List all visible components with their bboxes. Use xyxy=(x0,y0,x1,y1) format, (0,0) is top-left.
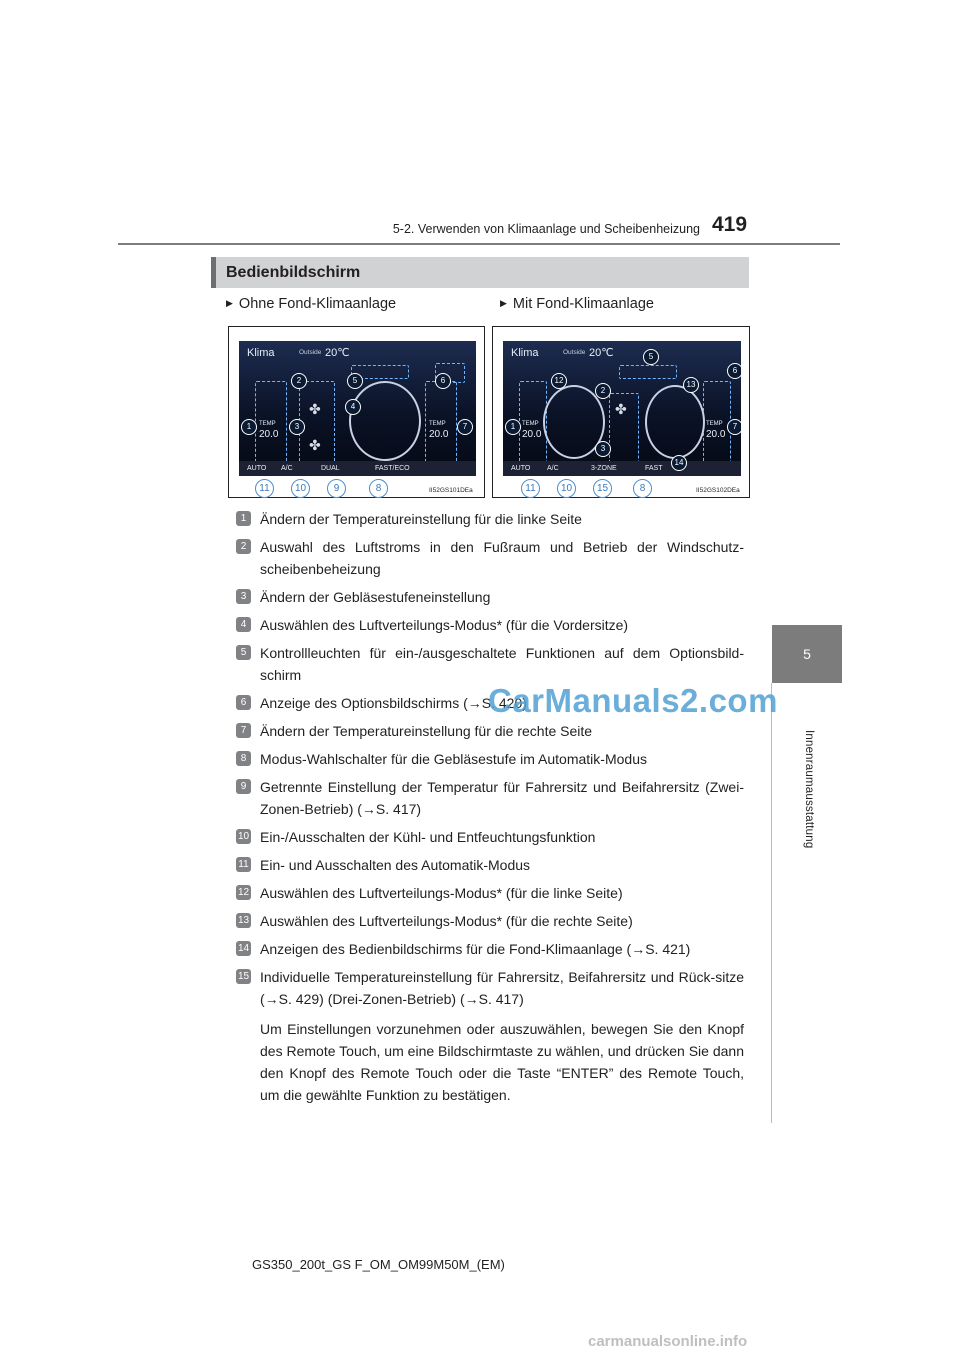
temp-value-right: 20.0 xyxy=(429,429,449,440)
callout-13: 13 xyxy=(683,377,699,393)
outside-temp: 20℃ xyxy=(325,347,350,359)
callout-11: 11 xyxy=(521,479,540,498)
list-item xyxy=(236,720,744,742)
screenshot-without-rear-ac xyxy=(228,326,485,498)
callout-3: 3 xyxy=(595,441,611,457)
image-code: II52GS101DEa xyxy=(429,487,473,494)
callout-8: 8 xyxy=(633,479,652,498)
item-number: 5 xyxy=(236,645,251,660)
callout-4: 4 xyxy=(345,399,361,415)
fast-button[interactable]: FAST xyxy=(645,465,663,472)
triangle-bullet-icon: ▶ xyxy=(500,298,507,308)
list-item xyxy=(236,642,744,686)
image-code: II52GS102DEa xyxy=(696,487,740,494)
callout-14: 14 xyxy=(671,455,687,471)
callout-6: 6 xyxy=(435,373,451,389)
temp-label-right: TEMP xyxy=(429,421,446,427)
list-item xyxy=(236,966,744,1010)
instruction-paragraph: Um Einstellungen vorzunehmen oder auszuwählen, bewegen Sie den Knopf des Remote Touch, um eine Bildschirmtaste zu wählen, und drücken Sie dann den Knopf des Remote Touch oder die Taste “ENTER” des Remote Touch, um die gewählte Funktion zu bestätigen. xyxy=(260,1021,744,1103)
item-text: Ändern der Gebläsestufeneinstellung xyxy=(260,589,491,605)
list-item xyxy=(236,854,744,876)
list-item xyxy=(236,938,744,960)
screenshot-with-rear-ac xyxy=(492,326,750,498)
temp-value-right: 20.0 xyxy=(706,429,726,440)
item-text: Ein- und Ausschalten des Automatik-Modus xyxy=(260,857,531,873)
three-zone-button[interactable]: 3-ZONE xyxy=(591,465,617,472)
callout-1: 1 xyxy=(505,419,521,435)
list-item xyxy=(236,614,744,636)
bottom-button-bar xyxy=(503,461,741,476)
callout-11: 11 xyxy=(255,479,274,498)
outside-label: Outside xyxy=(299,349,322,356)
temp-label-left: TEMP xyxy=(259,421,276,427)
page-number: 419 xyxy=(712,213,748,236)
item-number: 11 xyxy=(236,857,251,872)
callout-12: 12 xyxy=(551,373,567,389)
ac-button[interactable]: A/C xyxy=(281,465,293,472)
list-item xyxy=(236,508,744,530)
item-text: Individuelle Temperatureinstellung für Fahrersitz, Beifahrersitz und Rück-sitze (→S. 429) (Drei-Zonen-Betrieb) (→S. 417) xyxy=(260,969,744,1007)
item-text: Auswählen des Luftverteilungs-Modus* (für die Vordersitze) xyxy=(260,617,629,633)
item-text: Modus-Wahlschalter für die Gebläsestufe im Automatik-Modus xyxy=(260,751,647,767)
item-number: 9 xyxy=(236,779,251,794)
item-text: Ein-/Ausschalten der Kühl- und Entfeuchtungsfunktion xyxy=(260,829,596,845)
fan-small-icon: ✤ xyxy=(309,437,321,453)
list-item xyxy=(236,882,744,904)
callout-3: 3 xyxy=(289,419,305,435)
item-text: Kontrollleuchten für ein-/ausgeschaltete Funktionen auf dem Optionsbild-schirm xyxy=(260,645,744,683)
item-number: 14 xyxy=(237,943,250,954)
fan-icon: ✤ xyxy=(309,401,321,417)
temp-label-right: TEMP xyxy=(706,421,723,427)
callout-2: 2 xyxy=(595,383,611,399)
item-number: 7 xyxy=(236,723,251,738)
watermark: CarManuals2.com xyxy=(488,682,778,719)
fan-icon: ✤ xyxy=(615,401,627,417)
header-rule xyxy=(118,243,840,245)
climate-screen-right xyxy=(503,341,741,476)
item-number: 13 xyxy=(237,915,250,926)
ac-button[interactable]: A/C xyxy=(547,465,559,472)
list-item xyxy=(236,910,744,932)
sub-label-right xyxy=(500,296,654,312)
dual-button[interactable]: DUAL xyxy=(321,465,340,472)
right-seat-airflow-dial[interactable] xyxy=(645,385,705,459)
temp-value-left: 20.0 xyxy=(259,429,279,440)
item-number: 1 xyxy=(236,511,251,526)
chapter-label: Innenraumausstattung xyxy=(803,730,815,849)
item-text: Anzeigen des Bedienbildschirms für die Fond-Klimaanlage (→S. 421) xyxy=(260,941,691,957)
outside-label: Outside xyxy=(563,349,586,356)
item-number: 15 xyxy=(237,971,250,982)
fast-eco-button[interactable]: FAST/ECO xyxy=(375,465,410,472)
item-text: Anzeige des Optionsbildschirms (→S. 420) xyxy=(260,695,527,711)
callout-1: 1 xyxy=(241,419,257,435)
item-text: Ändern der Temperatureinstellung für die rechte Seite xyxy=(260,723,593,739)
item-text: Ändern der Temperatureinstellung für die linke Seite xyxy=(260,511,582,527)
list-item xyxy=(236,748,744,770)
section-header: 5-2. Verwenden von Klimaanlage und Scheibenheizung xyxy=(392,222,700,236)
item-text: Auswahl des Luftstroms in den Fußraum und Betrieb der Windschutz-scheibenbeheizung xyxy=(260,539,744,577)
footer-doc-code: GS350_200t_GS F_OM_OM99M50M_(EM) xyxy=(252,1257,505,1272)
side-divider xyxy=(771,683,772,1123)
item-number: 12 xyxy=(237,887,250,898)
watermark-bottom: carmanualsonline.info xyxy=(588,1333,748,1350)
auto-button[interactable]: AUTO xyxy=(511,465,531,472)
callout-7: 7 xyxy=(727,419,741,435)
item-text: Getrennte Einstellung der Temperatur für Fahrersitz und Beifahrersitz (Zwei-Zonen-Betrieb) (→S. 417) xyxy=(260,779,744,817)
seat-airflow-dial[interactable] xyxy=(349,381,421,461)
callout-7: 7 xyxy=(457,419,473,435)
temp-value-left: 20.0 xyxy=(522,429,542,440)
triangle-bullet-icon: ▶ xyxy=(226,298,233,308)
temp-label-left: TEMP xyxy=(522,421,539,427)
list-item xyxy=(236,826,744,848)
item-number: 2 xyxy=(236,539,251,554)
bottom-button-bar xyxy=(239,461,476,476)
outside-temp: 20℃ xyxy=(589,347,614,359)
item-number: 4 xyxy=(236,617,251,632)
callout-2: 2 xyxy=(291,373,307,389)
item-number: 8 xyxy=(236,751,251,766)
auto-button[interactable]: AUTO xyxy=(247,465,267,472)
item-number: 6 xyxy=(236,695,251,710)
sub-label-right-text: Mit Fond-Klimaanlage xyxy=(512,296,654,312)
callout-10: 10 xyxy=(557,479,576,498)
chapter-tab: 5 xyxy=(772,625,842,683)
item-number: 3 xyxy=(236,589,251,604)
indicator-frame xyxy=(619,365,677,379)
list-item xyxy=(236,536,744,580)
sub-label-left-text: Ohne Fond-Klimaanlage xyxy=(238,296,397,312)
callout-8: 8 xyxy=(369,479,388,498)
list-item xyxy=(236,586,744,608)
screen-title: Klima xyxy=(247,347,275,359)
callout-9: 9 xyxy=(327,479,346,498)
callout-15: 15 xyxy=(593,479,612,498)
section-heading: Bedienbildschirm xyxy=(211,257,749,288)
climate-screen-left xyxy=(239,341,476,476)
callout-10: 10 xyxy=(291,479,310,498)
sub-label-left xyxy=(226,296,396,312)
item-number: 10 xyxy=(237,831,250,842)
legend-list xyxy=(236,508,744,1016)
callout-6: 6 xyxy=(727,363,741,379)
callout-5: 5 xyxy=(347,373,363,389)
callout-5: 5 xyxy=(643,349,659,365)
item-text: Auswählen des Luftverteilungs-Modus* (für die rechte Seite) xyxy=(260,913,633,929)
list-item xyxy=(236,776,744,820)
item-text: Auswählen des Luftverteilungs-Modus* (für die linke Seite) xyxy=(260,885,623,901)
screen-title: Klima xyxy=(511,347,539,359)
